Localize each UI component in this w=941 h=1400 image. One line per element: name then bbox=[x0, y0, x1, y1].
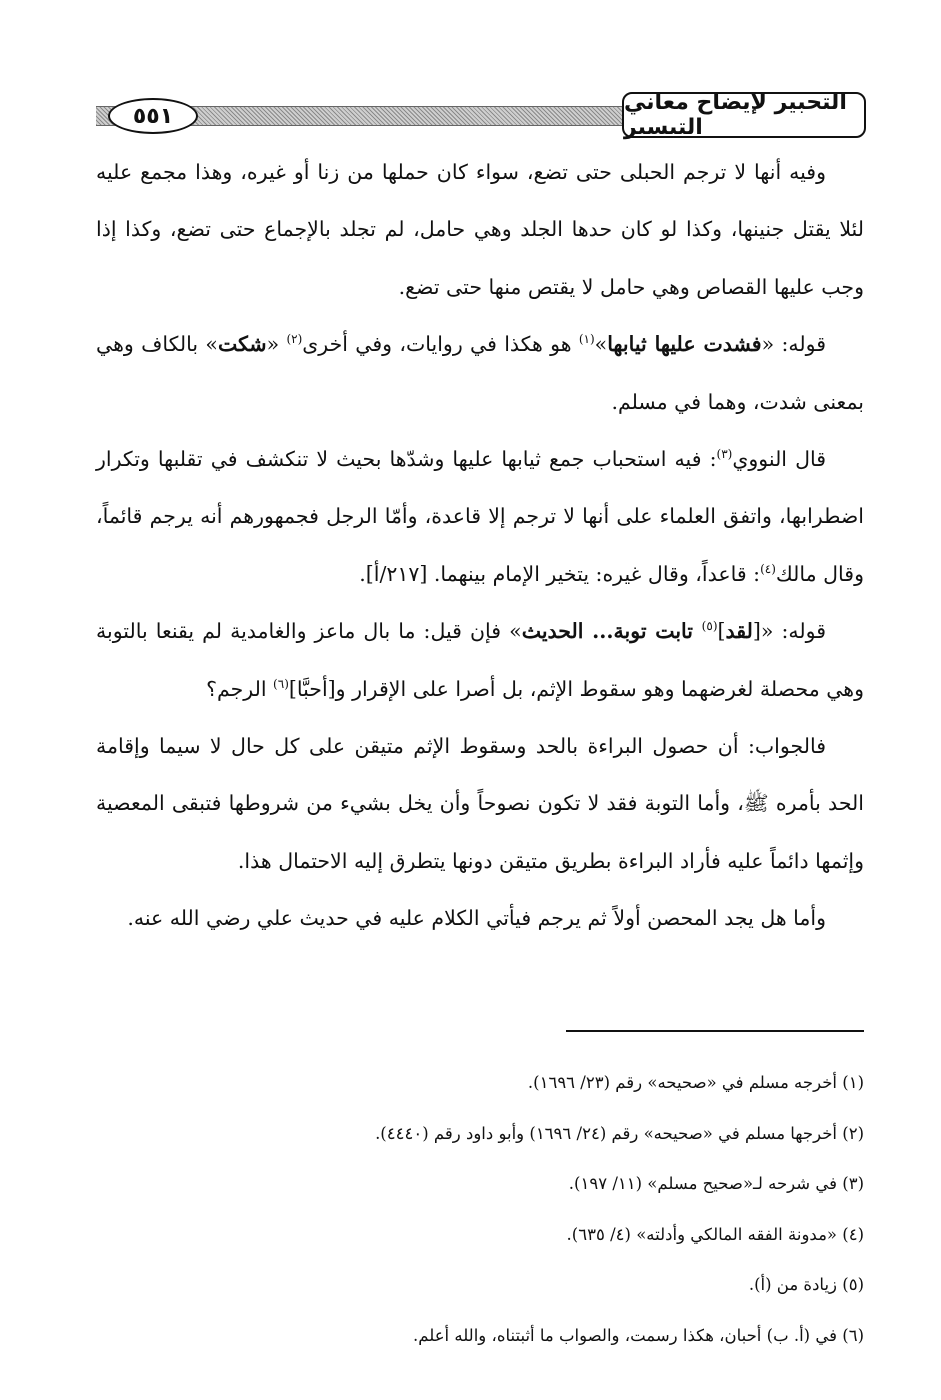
text-run: قوله: « bbox=[761, 332, 826, 357]
paragraph-6: وأما هل يجد المحصن أولاً ثم يرجم فيأتي الكلام عليه في حديث علي رضي الله عنه. bbox=[127, 906, 826, 931]
paragraph-2 bbox=[96, 316, 864, 431]
main-text bbox=[96, 144, 864, 948]
text-run: : قاعداً، وقال غيره: يتخير الإمام بينهما. [٢١٧/أ]. bbox=[359, 561, 761, 586]
footnote-ref-3[interactable]: (٣) bbox=[716, 447, 733, 462]
paragraph-4 bbox=[96, 603, 864, 718]
footnote-ref-6[interactable]: (٦) bbox=[273, 676, 289, 691]
footnote-ref-5[interactable]: (٥) bbox=[701, 619, 718, 634]
text-run: : فيه استحباب جمع ثيابها عليها وشدّها بحيث لا تنكشف في تقلبها وتكرار اضطرابها، واتفق العلماء على أنها لا ترجم إلا قاعدة، وأمّا الرجل فجمهورهم أنه يرجم قائماً، وقال مالك bbox=[96, 447, 864, 586]
footnote-1: (١) أخرجه مسلم في «صحيحه» رقم (٢٣/ ١٦٩٦). bbox=[527, 1073, 864, 1092]
running-header bbox=[96, 92, 866, 142]
text-run: الرجم؟ bbox=[206, 676, 274, 701]
text-run: » فإن قيل: ما بال ماعز والغامدية لم يقنعا بالتوبة وهي محصلة لغرضهما وهو سقوط الإثم، بل أصرا على الإقرار و[أحبَّا] bbox=[96, 619, 864, 701]
text-run: » بالكاف وهي بمعنى شدت، وهما في مسلم. bbox=[96, 332, 864, 414]
footnote-2: (٢) أخرجها مسلم في «صحيحه» رقم (٢٤/ ١٦٩٦) وأبو داود رقم (٤٤٤٠). bbox=[375, 1123, 864, 1143]
footnote-6: (٦) في (أ. ب) أحبان، هكذا رسمت، والصواب ما أثبتناه، والله أعلم. bbox=[413, 1325, 864, 1345]
footnote-3: (٣) في شرحه لـ«صحيح مسلم» (١١/ ١٩٧). bbox=[568, 1174, 864, 1193]
footnote-ref-1[interactable]: (١) bbox=[578, 332, 595, 347]
text-run: » bbox=[594, 332, 608, 357]
text-run: ] bbox=[717, 619, 726, 644]
text-run: هو هكذا في روايات، وفي أخرى bbox=[302, 332, 579, 357]
footnote-5: (٥) زيادة من (أ). bbox=[748, 1275, 864, 1294]
quoted-phrase: تابت توبة... الحديث bbox=[521, 619, 702, 644]
footnotes bbox=[96, 1058, 864, 1361]
quoted-phrase: لقد bbox=[725, 619, 753, 644]
text-run: قال النووي bbox=[732, 447, 827, 472]
paragraph-5: فالجواب: أن حصول البراءة بالحد وسقوط الإثم متيقن على كل حال لا سيما وإقامة الحد بأمره ﷺ، وأما التوبة فقد لا تكون نصوحاً وأن يخل بشيء من شروطها فتبقى المعصية وإثمها دائماً عليه فأراد البراءة بطريق متيقن دونها يتطرق إليه الاحتمال هذا. bbox=[96, 734, 864, 873]
book-title: التحبير لإيضاح معاني التيسير bbox=[622, 92, 866, 138]
footnote-ref-2[interactable]: (٢) bbox=[286, 332, 303, 347]
quoted-word: شكت bbox=[217, 332, 267, 357]
text-run: قوله: «[ bbox=[752, 619, 827, 644]
footnote-ref-4[interactable]: (٤) bbox=[760, 562, 776, 577]
footnote-4: (٤) «مدونة الفقه المالكي وأدلته» (٤/ ٦٣٥). bbox=[566, 1224, 864, 1244]
footnote-separator bbox=[566, 1030, 864, 1032]
quoted-phrase: فشدت عليها ثيابها bbox=[607, 332, 762, 357]
paragraph-1: وفيه أنها لا ترجم الحبلى حتى تضع، سواء كان حملها من زنا أو غيره، وهذا مجمع عليه لئلا يقتل جنينها، وكذا لو كان حدها الجلد وهي حامل، لم تجلد بالإجماع حتى تضع، وكذا إذا وجب عليها القصاص وهي حامل لا يقتص منها حتى تضع. bbox=[96, 160, 864, 299]
page-number: ٥٥١ bbox=[108, 98, 198, 134]
text-run: « bbox=[266, 332, 287, 357]
paragraph-3 bbox=[96, 431, 864, 603]
